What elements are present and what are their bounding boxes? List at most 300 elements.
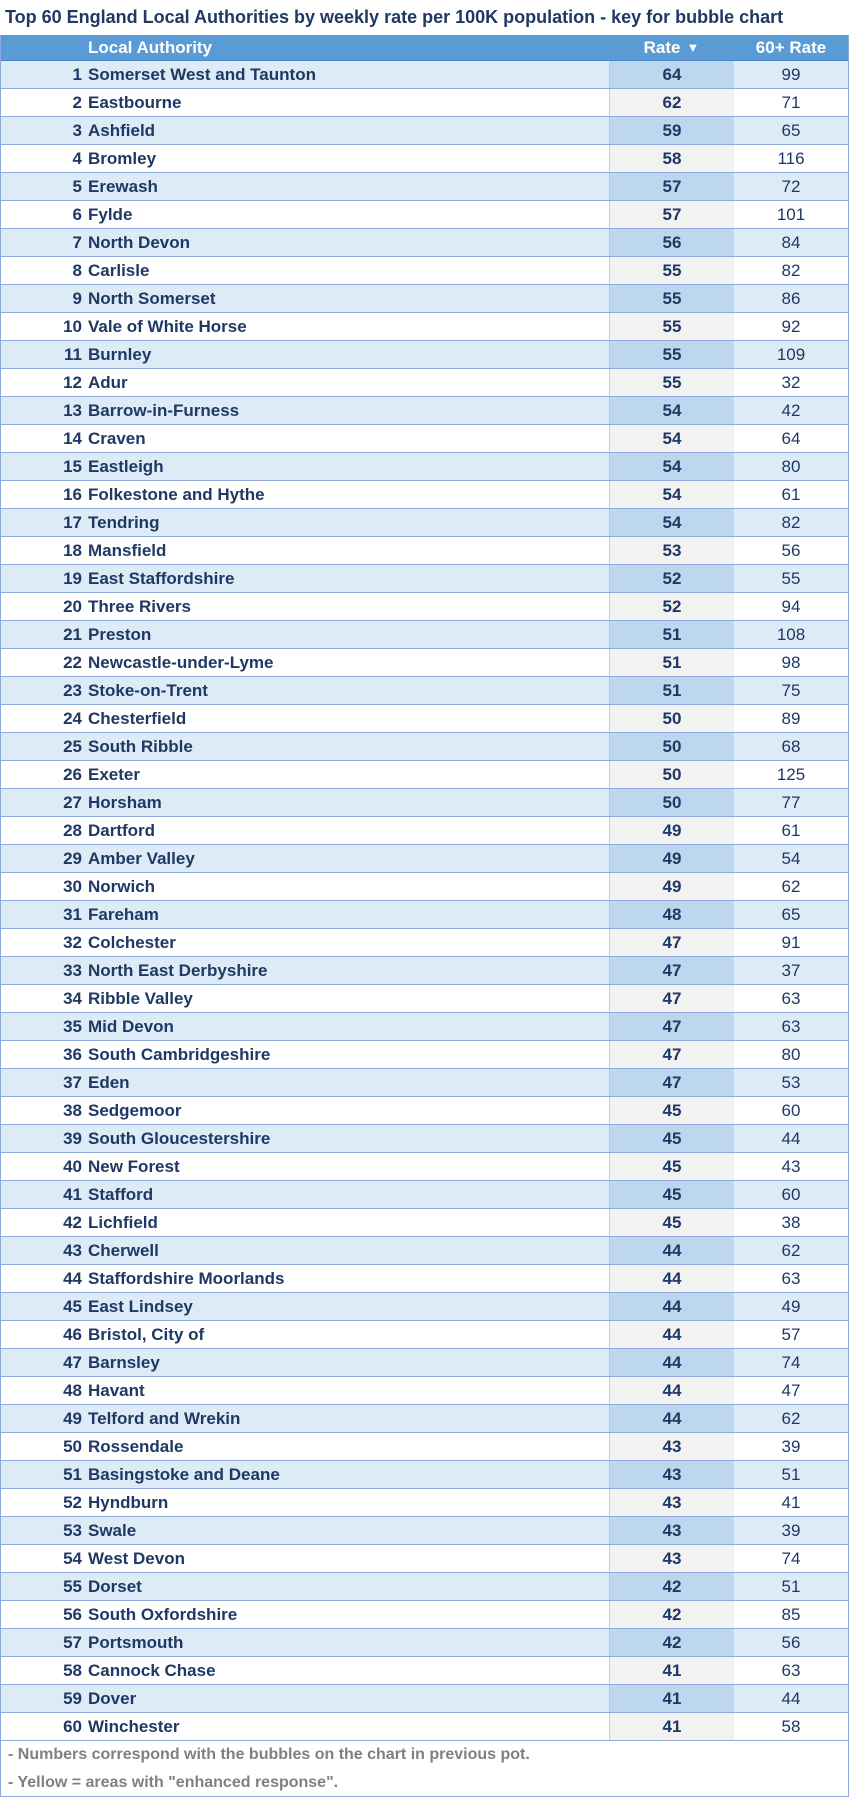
rate60-cell[interactable]: 54 <box>734 845 848 872</box>
rate-cell[interactable]: 55 <box>609 369 734 396</box>
table-row[interactable] <box>1 369 848 397</box>
authority-name-cell[interactable]: Winchester <box>88 1716 180 1736</box>
table-row[interactable] <box>1 1657 848 1685</box>
table-row[interactable] <box>1 593 848 621</box>
rate60-cell[interactable]: 63 <box>734 1013 848 1040</box>
rank-cell[interactable]: 25 <box>63 736 82 756</box>
rate60-cell[interactable]: 39 <box>734 1517 848 1544</box>
rate60-cell[interactable]: 63 <box>734 985 848 1012</box>
authority-name-cell[interactable]: Erewash <box>88 176 158 196</box>
rate60-cell[interactable]: 56 <box>734 537 848 564</box>
rate-cell[interactable]: 51 <box>609 649 734 676</box>
rate-cell[interactable]: 64 <box>609 61 734 88</box>
authority-name-cell[interactable]: Horsham <box>88 792 162 812</box>
rate-cell[interactable]: 50 <box>609 705 734 732</box>
rate60-cell[interactable]: 53 <box>734 1069 848 1096</box>
authority-name-cell[interactable]: East Lindsey <box>88 1296 193 1316</box>
table-row[interactable] <box>1 929 848 957</box>
rate-cell[interactable]: 44 <box>609 1377 734 1404</box>
rank-cell[interactable]: 5 <box>72 176 82 196</box>
rate-cell[interactable]: 48 <box>609 901 734 928</box>
rate60-cell[interactable]: 99 <box>734 61 848 88</box>
rank-cell[interactable]: 7 <box>72 232 82 252</box>
table-row[interactable] <box>1 733 848 761</box>
rate60-cell[interactable]: 85 <box>734 1601 848 1628</box>
rate-cell[interactable]: 57 <box>609 173 734 200</box>
authority-name-cell[interactable]: Telford and Wrekin <box>88 1408 241 1428</box>
rank-cell[interactable]: 44 <box>63 1268 82 1288</box>
rate-cell[interactable]: 47 <box>609 1041 734 1068</box>
rate60-cell[interactable]: 63 <box>734 1265 848 1292</box>
table-row[interactable] <box>1 1517 848 1545</box>
authority-name-cell[interactable]: Basingstoke and Deane <box>88 1464 280 1484</box>
rate-cell[interactable]: 45 <box>609 1125 734 1152</box>
authority-name-cell[interactable]: West Devon <box>88 1548 185 1568</box>
rank-cell[interactable]: 52 <box>63 1492 82 1512</box>
authority-name-cell[interactable]: Eastleigh <box>88 456 164 476</box>
rank-cell[interactable]: 48 <box>63 1380 82 1400</box>
authority-name-cell[interactable]: Colchester <box>88 932 176 952</box>
sort-descending-icon[interactable]: ▼ <box>686 40 700 55</box>
authority-name-cell[interactable]: Newcastle-under-Lyme <box>88 652 274 672</box>
table-row[interactable] <box>1 1545 848 1573</box>
rate-cell[interactable]: 47 <box>609 1013 734 1040</box>
table-row[interactable] <box>1 425 848 453</box>
rate-cell[interactable]: 49 <box>609 873 734 900</box>
table-row[interactable] <box>1 565 848 593</box>
authority-name-cell[interactable]: Portsmouth <box>88 1632 184 1652</box>
authority-name-cell[interactable]: Folkestone and Hythe <box>88 484 265 504</box>
table-row[interactable] <box>1 1265 848 1293</box>
rank-cell[interactable]: 57 <box>63 1632 82 1652</box>
authority-name-cell[interactable]: South Oxfordshire <box>88 1604 238 1624</box>
rate-cell[interactable]: 54 <box>609 509 734 536</box>
rank-cell[interactable]: 60 <box>63 1716 82 1736</box>
rank-cell[interactable]: 11 <box>64 344 82 364</box>
rate60-cell[interactable]: 94 <box>734 593 848 620</box>
rate60-cell[interactable]: 51 <box>734 1461 848 1488</box>
authority-name-cell[interactable]: Mansfield <box>88 540 167 560</box>
table-row[interactable] <box>1 957 848 985</box>
rate60-cell[interactable]: 109 <box>734 341 848 368</box>
authority-name-cell[interactable]: Rossendale <box>88 1436 184 1456</box>
table-row[interactable] <box>1 1433 848 1461</box>
rank-cell[interactable]: 39 <box>63 1128 82 1148</box>
rank-cell[interactable]: 50 <box>63 1436 82 1456</box>
rate60-cell[interactable]: 37 <box>734 957 848 984</box>
rate-cell[interactable]: 41 <box>609 1657 734 1684</box>
rank-cell[interactable]: 37 <box>63 1072 82 1092</box>
rank-cell[interactable]: 35 <box>63 1016 82 1036</box>
authority-name-cell[interactable]: Fareham <box>88 904 159 924</box>
rate60-cell[interactable]: 39 <box>734 1433 848 1460</box>
authority-name-cell[interactable]: Ashfield <box>88 120 156 140</box>
rate60-cell[interactable]: 92 <box>734 313 848 340</box>
authority-name-cell[interactable]: Somerset West and Taunton <box>88 64 316 84</box>
rate60-cell[interactable]: 56 <box>734 1629 848 1656</box>
rank-cell[interactable]: 13 <box>63 400 82 420</box>
authority-name-cell[interactable]: Sedgemoor <box>88 1100 182 1120</box>
rate60-cell[interactable]: 108 <box>734 621 848 648</box>
rank-cell[interactable]: 23 <box>63 680 82 700</box>
table-row[interactable] <box>1 901 848 929</box>
rank-cell[interactable]: 18 <box>63 540 82 560</box>
rate-cell[interactable]: 59 <box>609 117 734 144</box>
rate-cell[interactable]: 53 <box>609 537 734 564</box>
rate-cell[interactable]: 45 <box>609 1097 734 1124</box>
table-row[interactable] <box>1 201 848 229</box>
rank-cell[interactable]: 32 <box>63 932 82 952</box>
authority-name-cell[interactable]: Chesterfield <box>88 708 187 728</box>
rate60-cell[interactable]: 65 <box>734 117 848 144</box>
authority-name-cell[interactable]: Adur <box>88 372 128 392</box>
rate-cell[interactable]: 50 <box>609 733 734 760</box>
rank-cell[interactable]: 10 <box>63 316 82 336</box>
table-row[interactable] <box>1 1097 848 1125</box>
rank-cell[interactable]: 16 <box>63 484 82 504</box>
rate-cell[interactable]: 44 <box>609 1349 734 1376</box>
rate-column-header[interactable] <box>609 35 734 60</box>
authority-name-cell[interactable]: Eden <box>88 1072 130 1092</box>
rate60-cell[interactable]: 82 <box>734 257 848 284</box>
rank-cell[interactable]: 59 <box>63 1688 82 1708</box>
rate-cell[interactable]: 45 <box>609 1209 734 1236</box>
rank-cell[interactable]: 8 <box>72 260 82 280</box>
rate-cell[interactable]: 44 <box>609 1405 734 1432</box>
table-row[interactable] <box>1 1209 848 1237</box>
rank-cell[interactable]: 54 <box>63 1548 82 1568</box>
rank-cell[interactable]: 17 <box>63 512 82 532</box>
rate-cell[interactable]: 43 <box>609 1489 734 1516</box>
rate-cell[interactable]: 47 <box>609 929 734 956</box>
table-row[interactable] <box>1 1685 848 1713</box>
rank-cell[interactable]: 45 <box>63 1296 82 1316</box>
rate60-cell[interactable]: 86 <box>734 285 848 312</box>
rate60-cell[interactable]: 32 <box>734 369 848 396</box>
rate-cell[interactable]: 55 <box>609 313 734 340</box>
rate60-cell[interactable]: 84 <box>734 229 848 256</box>
rate60-cell[interactable]: 60 <box>734 1097 848 1124</box>
authority-name-cell[interactable]: Staffordshire Moorlands <box>88 1268 285 1288</box>
rate60-cell[interactable]: 98 <box>734 649 848 676</box>
rank-cell[interactable]: 40 <box>63 1156 82 1176</box>
rank-cell[interactable]: 20 <box>63 596 82 616</box>
table-row[interactable] <box>1 145 848 173</box>
authority-name-cell[interactable]: North East Derbyshire <box>88 960 268 980</box>
rate60-cell[interactable]: 74 <box>734 1545 848 1572</box>
rate60-column-header[interactable]: 60+ Rate <box>755 37 827 57</box>
rank-cell[interactable]: 3 <box>72 120 82 140</box>
rate-cell[interactable]: 51 <box>609 621 734 648</box>
table-row[interactable] <box>1 649 848 677</box>
rate60-cell[interactable]: 91 <box>734 929 848 956</box>
table-row[interactable] <box>1 397 848 425</box>
authority-name-cell[interactable]: South Gloucestershire <box>88 1128 271 1148</box>
rate60-cell[interactable]: 116 <box>734 145 848 172</box>
rate-cell[interactable]: 55 <box>609 341 734 368</box>
authority-name-cell[interactable]: Tendring <box>88 512 160 532</box>
rate-cell[interactable]: 45 <box>609 1181 734 1208</box>
rate-cell[interactable]: 52 <box>609 565 734 592</box>
rate-cell[interactable]: 57 <box>609 201 734 228</box>
rate60-cell[interactable]: 44 <box>734 1685 848 1712</box>
authority-name-cell[interactable]: Barrow-in-Furness <box>88 400 240 420</box>
rate-cell[interactable]: 58 <box>609 145 734 172</box>
rate-cell[interactable]: 44 <box>609 1237 734 1264</box>
rank-cell[interactable]: 21 <box>63 624 82 644</box>
rate60-cell[interactable]: 58 <box>734 1713 848 1740</box>
authority-name-cell[interactable]: Bromley <box>88 148 157 168</box>
rate-cell[interactable]: 43 <box>609 1545 734 1572</box>
authority-name-cell[interactable]: Havant <box>88 1380 145 1400</box>
authority-name-cell[interactable]: Cherwell <box>88 1240 159 1260</box>
rate60-cell[interactable]: 80 <box>734 453 848 480</box>
rate60-cell[interactable]: 49 <box>734 1293 848 1320</box>
rate-cell[interactable]: 47 <box>609 1069 734 1096</box>
authority-column-header[interactable]: Local Authority <box>88 37 213 57</box>
authority-name-cell[interactable]: Norwich <box>88 876 156 896</box>
rate60-cell[interactable]: 72 <box>734 173 848 200</box>
table-row[interactable] <box>1 509 848 537</box>
rank-cell[interactable]: 42 <box>63 1212 82 1232</box>
table-row[interactable] <box>1 1377 848 1405</box>
rate60-cell[interactable]: 55 <box>734 565 848 592</box>
authority-name-cell[interactable]: Swale <box>88 1520 137 1540</box>
table-row[interactable] <box>1 817 848 845</box>
rate-cell[interactable]: 43 <box>609 1433 734 1460</box>
table-row[interactable] <box>1 537 848 565</box>
table-row[interactable] <box>1 285 848 313</box>
table-row[interactable] <box>1 761 848 789</box>
table-row[interactable] <box>1 453 848 481</box>
table-row[interactable] <box>1 89 848 117</box>
rate60-cell[interactable]: 75 <box>734 677 848 704</box>
table-row[interactable] <box>1 1069 848 1097</box>
rate60-cell[interactable]: 61 <box>734 817 848 844</box>
authority-name-cell[interactable]: New Forest <box>88 1156 180 1176</box>
table-row[interactable] <box>1 1125 848 1153</box>
rate-cell[interactable]: 50 <box>609 761 734 788</box>
rate60-cell[interactable]: 68 <box>734 733 848 760</box>
rank-cell[interactable]: 24 <box>63 708 82 728</box>
rate60-cell[interactable]: 64 <box>734 425 848 452</box>
table-row[interactable] <box>1 1293 848 1321</box>
rate-cell[interactable]: 51 <box>609 677 734 704</box>
authority-name-cell[interactable]: Carlisle <box>88 260 150 280</box>
rate-cell[interactable]: 42 <box>609 1629 734 1656</box>
table-row[interactable] <box>1 985 848 1013</box>
rate-cell[interactable]: 44 <box>609 1293 734 1320</box>
table-row[interactable] <box>1 1629 848 1657</box>
rate60-cell[interactable]: 63 <box>734 1657 848 1684</box>
rank-cell[interactable]: 1 <box>72 64 82 84</box>
authority-name-cell[interactable]: Fylde <box>88 204 133 224</box>
rank-cell[interactable]: 49 <box>63 1408 82 1428</box>
table-row[interactable] <box>1 173 848 201</box>
rate-cell[interactable]: 41 <box>609 1685 734 1712</box>
rate-cell[interactable]: 50 <box>609 789 734 816</box>
rate60-cell[interactable]: 42 <box>734 397 848 424</box>
rate-cell[interactable]: 54 <box>609 481 734 508</box>
rank-cell[interactable]: 46 <box>63 1324 82 1344</box>
rate-cell[interactable]: 56 <box>609 229 734 256</box>
rank-cell[interactable]: 9 <box>72 288 82 308</box>
authority-name-cell[interactable]: North Devon <box>88 232 190 252</box>
rate-cell[interactable]: 62 <box>609 89 734 116</box>
authority-name-cell[interactable]: Burnley <box>88 344 152 364</box>
table-row[interactable] <box>1 677 848 705</box>
rate-cell[interactable]: 49 <box>609 845 734 872</box>
table-row[interactable] <box>1 845 848 873</box>
rate60-cell[interactable]: 80 <box>734 1041 848 1068</box>
rank-cell[interactable]: 41 <box>63 1184 82 1204</box>
rate-cell[interactable]: 45 <box>609 1153 734 1180</box>
rate60-cell[interactable]: 125 <box>734 761 848 788</box>
authority-name-cell[interactable]: Cannock Chase <box>88 1660 216 1680</box>
table-row[interactable] <box>1 1237 848 1265</box>
authority-name-cell[interactable]: Vale of White Horse <box>88 316 247 336</box>
table-row[interactable] <box>1 705 848 733</box>
rate-cell[interactable]: 44 <box>609 1321 734 1348</box>
authority-name-cell[interactable]: Dorset <box>88 1576 142 1596</box>
rate60-cell[interactable]: 41 <box>734 1489 848 1516</box>
authority-name-cell[interactable]: Amber Valley <box>88 848 195 868</box>
table-row[interactable] <box>1 1349 848 1377</box>
rate-cell[interactable]: 49 <box>609 817 734 844</box>
rate-cell[interactable]: 47 <box>609 957 734 984</box>
rank-cell[interactable]: 34 <box>63 988 82 1008</box>
rank-cell[interactable]: 53 <box>63 1520 82 1540</box>
rank-cell[interactable]: 33 <box>63 960 82 980</box>
rate-cell[interactable]: 55 <box>609 285 734 312</box>
table-row[interactable] <box>1 1461 848 1489</box>
rank-cell[interactable]: 51 <box>63 1464 82 1484</box>
rate-cell[interactable]: 42 <box>609 1601 734 1628</box>
table-row[interactable] <box>1 61 848 89</box>
rank-cell[interactable]: 15 <box>63 456 82 476</box>
rate-cell[interactable]: 54 <box>609 397 734 424</box>
rate60-cell[interactable]: 82 <box>734 509 848 536</box>
table-row[interactable] <box>1 789 848 817</box>
rank-cell[interactable]: 6 <box>72 204 82 224</box>
table-row[interactable] <box>1 1573 848 1601</box>
authority-name-cell[interactable]: Three Rivers <box>88 596 191 616</box>
table-row[interactable] <box>1 1153 848 1181</box>
authority-name-cell[interactable]: Lichfield <box>88 1212 158 1232</box>
rate60-cell[interactable]: 38 <box>734 1209 848 1236</box>
rate-cell[interactable]: 54 <box>609 425 734 452</box>
rate-cell[interactable]: 43 <box>609 1517 734 1544</box>
rate60-cell[interactable]: 43 <box>734 1153 848 1180</box>
rank-cell[interactable]: 36 <box>63 1044 82 1064</box>
rank-cell[interactable]: 22 <box>63 652 82 672</box>
table-row[interactable] <box>1 1601 848 1629</box>
authority-name-cell[interactable]: East Staffordshire <box>88 568 235 588</box>
authority-name-cell[interactable]: Dover <box>88 1688 137 1708</box>
rank-cell[interactable]: 14 <box>63 428 82 448</box>
rank-cell[interactable]: 4 <box>72 148 82 168</box>
table-row[interactable] <box>1 229 848 257</box>
authority-name-cell[interactable]: Hyndburn <box>88 1492 169 1512</box>
rank-cell[interactable]: 27 <box>63 792 82 812</box>
rank-cell[interactable]: 30 <box>63 876 82 896</box>
rate60-cell[interactable]: 71 <box>734 89 848 116</box>
authority-name-cell[interactable]: Dartford <box>88 820 156 840</box>
rank-cell[interactable]: 58 <box>63 1660 82 1680</box>
rate-cell[interactable]: 41 <box>609 1713 734 1740</box>
table-row[interactable] <box>1 1321 848 1349</box>
table-row[interactable] <box>1 257 848 285</box>
rank-cell[interactable]: 43 <box>63 1240 82 1260</box>
rank-cell[interactable]: 38 <box>63 1100 82 1120</box>
rate60-cell[interactable]: 51 <box>734 1573 848 1600</box>
authority-name-cell[interactable]: South Cambridgeshire <box>88 1044 271 1064</box>
rank-cell[interactable]: 47 <box>63 1352 82 1372</box>
authority-name-cell[interactable]: Craven <box>88 428 146 448</box>
rate60-cell[interactable]: 47 <box>734 1377 848 1404</box>
rate60-cell[interactable]: 62 <box>734 873 848 900</box>
authority-name-cell[interactable]: Ribble Valley <box>88 988 193 1008</box>
rate60-cell[interactable]: 62 <box>734 1405 848 1432</box>
authority-name-cell[interactable]: Exeter <box>88 764 140 784</box>
rate-cell[interactable]: 55 <box>609 257 734 284</box>
table-row[interactable] <box>1 1013 848 1041</box>
authority-name-cell[interactable]: Stafford <box>88 1184 154 1204</box>
rate60-cell[interactable]: 101 <box>734 201 848 228</box>
table-row[interactable] <box>1 313 848 341</box>
authority-name-cell[interactable]: South Ribble <box>88 736 193 756</box>
table-row[interactable] <box>1 481 848 509</box>
table-row[interactable] <box>1 1713 848 1741</box>
rank-cell[interactable]: 19 <box>63 568 82 588</box>
rank-cell[interactable]: 12 <box>63 372 82 392</box>
rate-cell[interactable]: 42 <box>609 1573 734 1600</box>
authority-name-cell[interactable]: Stoke-on-Trent <box>88 680 208 700</box>
authority-name-cell[interactable]: Bristol, City of <box>88 1324 205 1344</box>
rate60-cell[interactable]: 74 <box>734 1349 848 1376</box>
rate60-cell[interactable]: 61 <box>734 481 848 508</box>
table-row[interactable] <box>1 341 848 369</box>
rate60-cell[interactable]: 44 <box>734 1125 848 1152</box>
rate-cell[interactable]: 47 <box>609 985 734 1012</box>
rate60-cell[interactable]: 60 <box>734 1181 848 1208</box>
table-row[interactable] <box>1 1405 848 1433</box>
rank-cell[interactable]: 2 <box>72 92 82 112</box>
rank-cell[interactable]: 29 <box>63 848 82 868</box>
rate-cell[interactable]: 52 <box>609 593 734 620</box>
authority-name-cell[interactable]: Eastbourne <box>88 92 182 112</box>
rank-cell[interactable]: 28 <box>63 820 82 840</box>
authority-name-cell[interactable]: North Somerset <box>88 288 216 308</box>
table-row[interactable] <box>1 873 848 901</box>
authority-name-cell[interactable]: Preston <box>88 624 152 644</box>
rate60-cell[interactable]: 89 <box>734 705 848 732</box>
authority-name-cell[interactable]: Barnsley <box>88 1352 160 1372</box>
rank-cell[interactable]: 55 <box>63 1576 82 1596</box>
table-row[interactable] <box>1 1181 848 1209</box>
rate60-cell[interactable]: 65 <box>734 901 848 928</box>
rank-cell[interactable]: 31 <box>63 904 82 924</box>
rate60-cell[interactable]: 62 <box>734 1237 848 1264</box>
table-row[interactable] <box>1 117 848 145</box>
rate-cell[interactable]: 43 <box>609 1461 734 1488</box>
table-row[interactable] <box>1 1489 848 1517</box>
table-row[interactable] <box>1 1041 848 1069</box>
authority-name-cell[interactable]: Mid Devon <box>88 1016 174 1036</box>
rank-cell[interactable]: 56 <box>63 1604 82 1624</box>
rate60-cell[interactable]: 57 <box>734 1321 848 1348</box>
table-row[interactable] <box>1 621 848 649</box>
